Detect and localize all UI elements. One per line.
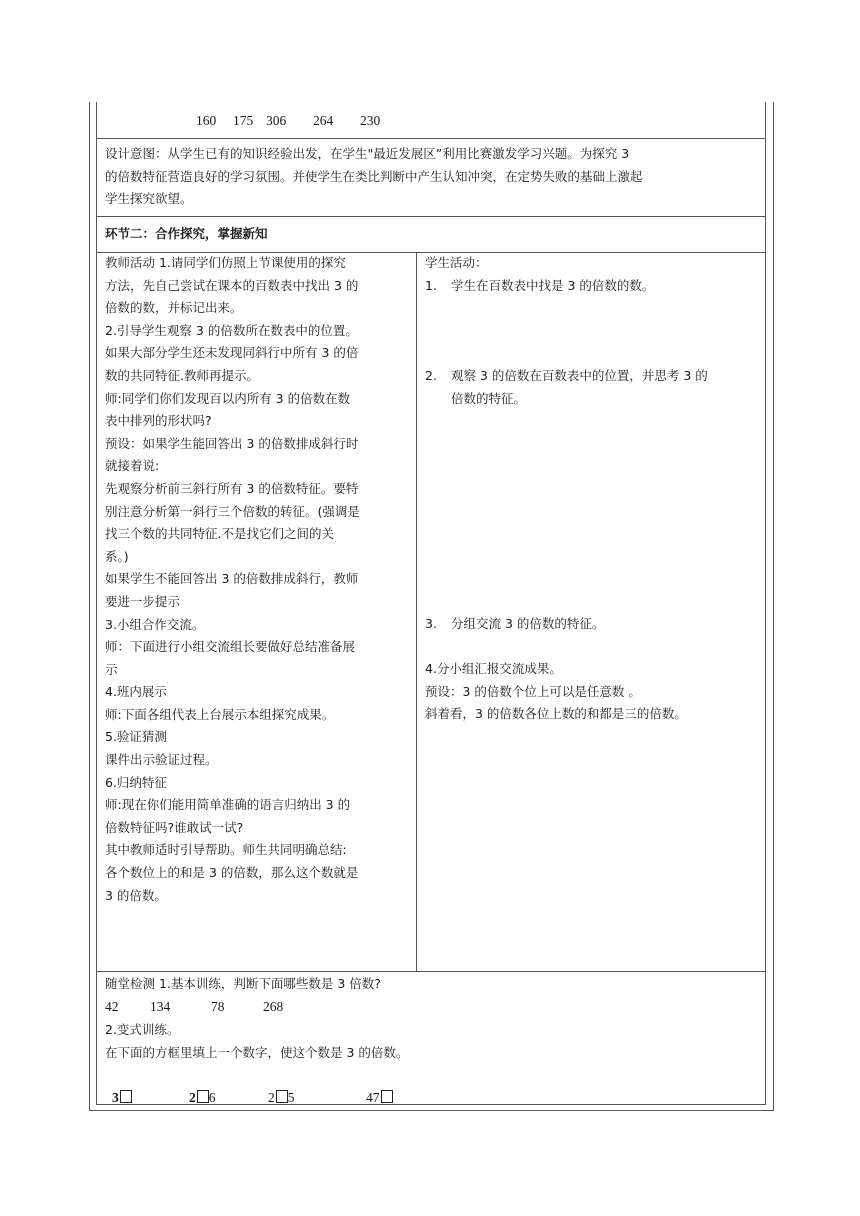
teacher-line: 5.验证猜测	[105, 729, 167, 745]
teacher-line: 其中教师适时引导帮助。师生共同明确总结:	[105, 842, 347, 858]
number-row	[196, 110, 380, 133]
teacher-line: 4.班内展示	[105, 684, 167, 700]
student-item-1	[425, 275, 654, 298]
blank-prefix: 2	[268, 1090, 275, 1105]
blank-prefix: 3	[112, 1090, 119, 1105]
design-intent	[105, 143, 643, 211]
item-text: 分组交流 3 的倍数的特征。	[451, 616, 605, 631]
section-title: 环节二：合作探究，掌握新知	[105, 226, 268, 241]
teacher-line: 先观察分析前三斜行所有 3 的倍数特征。要特	[105, 480, 359, 496]
design-intent-line: 学生探究欲望。	[105, 191, 193, 207]
teacher-line: 数的共同特征.教师再提示。	[105, 367, 259, 383]
teacher-line: 就接着说:	[105, 458, 160, 474]
teacher-line: 表中排列的形状吗?	[105, 413, 212, 429]
answer-box[interactable]	[276, 1090, 288, 1103]
quiz-variant: 2.变式训练。	[105, 1022, 180, 1037]
teacher-line: 预设：如果学生能回答出 3 的倍数排成斜行时	[105, 435, 359, 451]
blank-item	[189, 1087, 216, 1110]
teacher-line: 3 的倍数。	[105, 887, 167, 903]
teacher-line: 师:同学们你们发现百以内所有 3 的倍数在数	[105, 390, 351, 406]
teacher-line: 各个数位上的和是 3 的倍数，那么这个数就是	[105, 865, 359, 881]
answer-box[interactable]	[120, 1090, 132, 1103]
item-text: 斜着看，3 的倍数各位上数的和都是三的倍数。	[425, 706, 687, 722]
answer-box[interactable]	[381, 1090, 393, 1103]
blank-suffix: 6	[208, 1090, 216, 1105]
teacher-line: 如果大部分学生还未发现同斜行中所有 3 的倍	[105, 345, 359, 361]
teacher-line: 如果学生不能回答出 3 的倍数排成斜行，教师	[105, 571, 359, 587]
item-number: 2.	[425, 368, 437, 383]
teacher-line: 倍数特征吗?谁敢试一试?	[105, 819, 244, 835]
teacher-line: 方法，先自己尝试在课本的百数表中找出 3 的	[105, 277, 359, 293]
blank-item	[366, 1087, 393, 1110]
column-divider	[416, 253, 417, 971]
teacher-line: 别注意分析第一斜行三个倍数的转征。(强调是	[105, 503, 360, 519]
item-preset: 预设：3 的倍数个位上可以是任意数 。	[425, 683, 641, 699]
item-text: 学生在百数表中找是 3 的倍数的数。	[451, 278, 655, 293]
student-item-2	[425, 365, 708, 410]
student-item-4	[425, 658, 687, 726]
blank-prefix: 2	[189, 1090, 196, 1105]
blank-item	[268, 1087, 295, 1110]
row-divider	[96, 138, 766, 139]
blank-item	[112, 1087, 132, 1110]
number: 306	[266, 113, 287, 128]
teacher-line: 课件出示验证过程。	[105, 752, 218, 768]
item-text: 4.分小组汇报交流成果。	[425, 661, 562, 676]
number: 160	[196, 113, 217, 128]
item-number: 3.	[425, 616, 437, 631]
teacher-line: 师：下面进行小组交流组长要做好总结准备展	[105, 639, 356, 655]
number: 134	[150, 999, 171, 1014]
number: 42	[105, 999, 119, 1014]
row-divider	[96, 216, 766, 217]
quiz-numbers	[105, 996, 283, 1019]
blank-suffix: 5	[287, 1090, 295, 1105]
item-number: 1.	[425, 278, 437, 293]
blank-prefix: 47	[366, 1090, 380, 1105]
teacher-line: 2.引导学生观察 3 的倍数所在数表中的位置。	[105, 322, 358, 338]
number: 230	[360, 113, 381, 128]
design-intent-line: 设计意图：从学生已有的知识经验出发，在学生"最近发展区”利用比赛激发学习兴题。为探究 3	[105, 146, 630, 161]
answer-box[interactable]	[197, 1090, 209, 1103]
number: 268	[263, 999, 284, 1014]
teacher-line: 倍数的数，并标记出来。	[105, 300, 243, 316]
teacher-line: 师:现在你们能用简单准确的语言归纳出 3 的	[105, 797, 351, 813]
number: 264	[313, 113, 334, 128]
teacher-activity	[105, 252, 360, 907]
teacher-line: 教师活动 1.请同学们仿照上节课使用的探究	[105, 255, 346, 270]
item-text: 倍数的特征。	[451, 390, 527, 406]
teacher-line: 系。)	[105, 548, 129, 564]
teacher-line: 找三个数的共同特征.不是找它们之间的关	[105, 526, 334, 542]
quiz-instruction: 在下面的方框里填上一个数字，使这个数是 3 的倍数。	[105, 1045, 409, 1060]
teacher-line: 要进一步提示	[105, 593, 181, 609]
number: 175	[233, 113, 254, 128]
teacher-line: 师:下面各组代表上台展示本组探究成果。	[105, 706, 335, 722]
teacher-line: 示	[105, 661, 118, 677]
design-intent-line: 的倍数特征营造良好的学习氛围。并使学生在类比判断中产生认知冲突，在定势失败的基础上激起	[105, 168, 643, 184]
item-text: 观察 3 的倍数在百数表中的位置，并思考 3 的	[451, 368, 708, 383]
student-item-3	[425, 613, 604, 636]
teacher-line: 6.归纳特征	[105, 774, 167, 790]
number: 78	[211, 999, 225, 1014]
quiz-title: 随堂检测 1.基本训练，判断下面哪些数是 3 倍数?	[105, 976, 381, 991]
student-heading: 学生活动：	[425, 255, 488, 270]
row-divider	[96, 971, 766, 972]
teacher-line: 3.小组合作交流。	[105, 616, 205, 632]
